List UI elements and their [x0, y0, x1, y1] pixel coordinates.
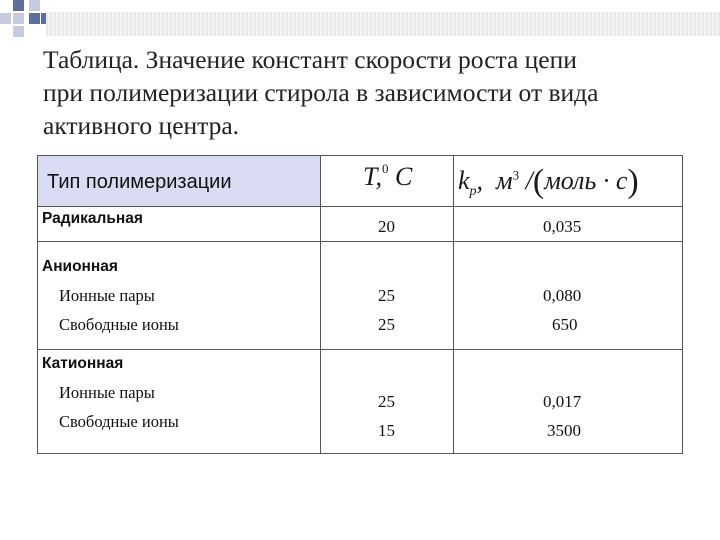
header-type-label: Тип полимеризации	[47, 171, 232, 193]
row-anionic-pairs-label: Ионные пары	[59, 286, 155, 305]
rate-constants-table	[37, 155, 683, 454]
row-cationic-pairs-label: Ионные пары	[59, 383, 155, 402]
deco-square	[13, 26, 24, 37]
corner-decoration	[0, 0, 720, 40]
row-cationic-free-k: 3500	[547, 421, 581, 440]
row-radical-temp: 20	[378, 217, 395, 236]
deco-square	[0, 13, 11, 24]
row-divider	[38, 206, 682, 207]
row-anionic-free-temp: 25	[378, 315, 395, 334]
top-bar	[46, 12, 720, 36]
row-anionic-pairs-temp: 25	[378, 286, 395, 305]
row-anionic-pairs-k: 0,080	[543, 286, 582, 305]
row-cationic-name: Катионная	[42, 355, 124, 372]
header-temperature: T,$^0$ C	[363, 161, 413, 191]
column-divider	[453, 156, 454, 453]
row-divider	[38, 241, 682, 242]
deco-square	[13, 13, 24, 24]
title-line-1: Таблица. Значение констант скорости роста цепи	[43, 45, 577, 74]
row-radical-k: 0,035	[543, 217, 582, 236]
row-radical-name: Радикальная	[42, 210, 143, 227]
row-anionic-free-k: 650	[552, 315, 578, 334]
row-anionic-free-label: Свободные ионы	[59, 315, 179, 334]
header-rate-constant: $k_p$, $м^3$ /(моль · с)	[458, 163, 639, 200]
column-divider	[320, 156, 321, 453]
deco-square	[13, 0, 24, 11]
row-divider	[38, 349, 682, 350]
row-cationic-free-label: Свободные ионы	[59, 412, 179, 431]
deco-square	[29, 13, 40, 24]
slide-title	[43, 43, 683, 142]
title-line-2: при полимеризации стирола в зависимости от вида	[43, 78, 599, 107]
row-cationic-pairs-k: 0,017	[543, 392, 582, 411]
row-cationic-pairs-temp: 25	[378, 392, 395, 411]
deco-square	[29, 0, 40, 11]
row-anionic-name: Анионная	[42, 258, 118, 275]
title-line-3: активного центра.	[43, 111, 240, 140]
row-cationic-free-temp: 15	[378, 421, 395, 440]
